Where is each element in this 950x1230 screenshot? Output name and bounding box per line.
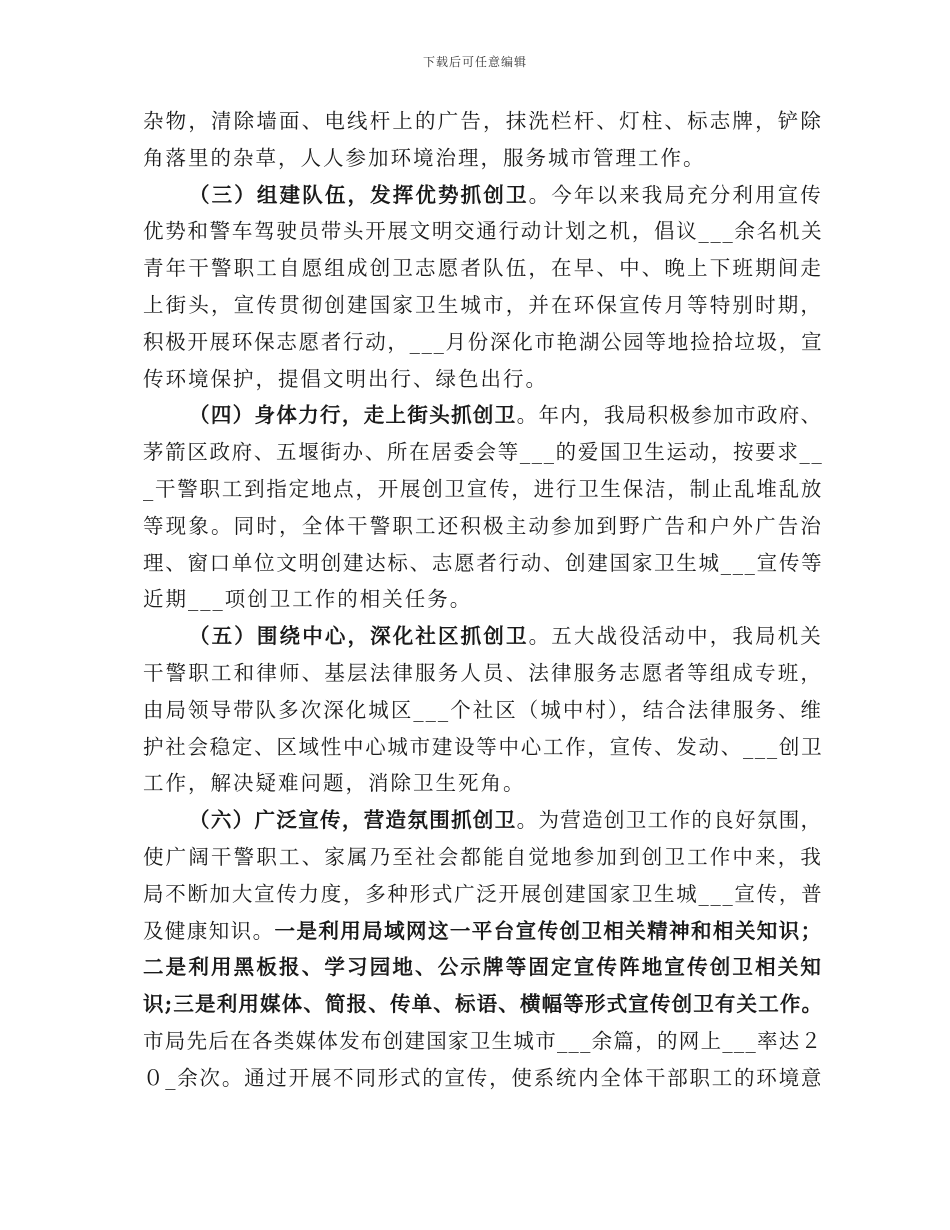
text-run: 角落里的杂草，人人参加环境治理，服务城市管理工作。 xyxy=(143,145,706,170)
text-run: 工作，解决疑难问题，消除卫生死角。 xyxy=(143,771,526,796)
text-run: 。年内，我局积极参加市政府、 xyxy=(516,403,823,428)
text-line xyxy=(143,1023,823,1060)
bold-text-run: 一是利用局域网这一平台宣传创卫相关精神和相关知识； xyxy=(274,918,823,943)
text-line xyxy=(143,802,823,839)
text-line xyxy=(143,839,823,876)
text-line xyxy=(143,1060,823,1097)
document-body xyxy=(143,103,823,1097)
text-run: 护社会稳定、区域性中心城市建设等中心工作，宣传、发动、___创卫 xyxy=(143,734,824,759)
text-line xyxy=(143,103,823,140)
text-run: 。今年以来我局充分利用宣传 xyxy=(528,182,823,207)
text-run: 茅箭区政府、五堰街办、所在居委会等___的爱国卫生运动，按要求__ xyxy=(143,440,824,465)
text-line xyxy=(143,949,823,986)
bold-text-run: （三）组建队伍，发挥优势抓创卫 xyxy=(189,182,529,207)
bold-text-run: 二是利用黑板报、学习园地、公示牌等固定宣传阵地宣传创卫相关知 xyxy=(143,955,824,980)
bold-text-run: （四）身体力行，走上街头抓创卫 xyxy=(189,403,517,428)
text-run: 杂物，清除墙面、电线杆上的广告，抹洗栏杆、灯柱、标志牌，铲除 xyxy=(143,109,824,133)
text-line xyxy=(143,250,823,287)
text-run: 局不断加大宣传力度，多种形式广泛开展创建国家卫生城___宣传，普 xyxy=(143,881,824,906)
text-run: 由局领导带队多次深化城区___个社区（城中村），结合法律服务、维 xyxy=(143,697,823,722)
text-line xyxy=(143,618,823,655)
text-line xyxy=(143,581,823,618)
text-run: 干警职工和律师、基层法律服务人员、法律服务志愿者等组成专班， xyxy=(143,660,824,685)
text-line xyxy=(143,324,823,361)
text-line xyxy=(143,361,823,398)
text-line xyxy=(143,986,823,1023)
text-run: 。为营造创卫工作的良好氛围， xyxy=(516,808,823,833)
text-line xyxy=(143,876,823,913)
text-run: 市局先后在各类媒体发布创建国家卫生城市___余篇，的网上___率达２ xyxy=(143,1028,823,1053)
text-run: 及健康知识。 xyxy=(143,918,275,943)
text-line xyxy=(143,765,823,802)
text-run: 传环境保护，提倡文明出行、绿色出行。 xyxy=(143,366,548,391)
text-run: 。五大战役活动中，我局机关 xyxy=(528,624,823,649)
bold-text-run: （五）围绕中心，深化社区抓创卫 xyxy=(189,624,529,649)
text-line xyxy=(143,692,823,729)
text-run: 等现象。同时，全体干警职工还积极主动参加到野广告和户外广告治 xyxy=(143,513,824,538)
page-header: 下载后可任意编辑 xyxy=(422,55,527,69)
text-line xyxy=(143,471,823,508)
text-run: ０_余次。通过开展不同形式的宣传，使系统内全体干部职工的环境意 xyxy=(143,1065,824,1090)
bold-text-run: （六）广泛宣传，营造氛围抓创卫 xyxy=(189,808,517,833)
bold-text-run: 识;三是利用媒体、简报、传单、标语、横幅等形式宣传创卫有关工作。 xyxy=(143,992,824,1017)
text-line xyxy=(143,508,823,545)
text-line xyxy=(143,913,823,950)
text-line xyxy=(143,729,823,766)
text-line xyxy=(143,545,823,582)
text-line xyxy=(143,287,823,324)
text-run: 上街头，宣传贯彻创建国家卫生城市，并在环保宣传月等特别时期， xyxy=(143,292,824,317)
text-run: 积极开展环保志愿者行动，___月份深化市艳湖公园等地捡拾垃圾，宣 xyxy=(143,329,824,354)
text-line xyxy=(143,655,823,692)
text-line xyxy=(143,434,823,471)
text-run: 使广阔干警职工、家属乃至社会都能自觉地参加到创卫工作中来，我 xyxy=(143,844,824,869)
text-line xyxy=(143,177,823,214)
text-run: 青年干警职工自愿组成创卫志愿者队伍，在早、中、晚上下班期间走 xyxy=(143,256,824,281)
text-line xyxy=(143,397,823,434)
text-run: 优势和警车驾驶员带头开展文明交通行动计划之机，倡议___余名机关 xyxy=(143,219,824,244)
text-run: 理、窗口单位文明创建达标、志愿者行动、创建国家卫生城___宣传等 xyxy=(143,550,824,575)
text-line xyxy=(143,140,823,177)
text-run: 近期___项创卫工作的相关任务。 xyxy=(143,587,473,612)
text-line xyxy=(143,213,823,250)
text-run: _干警职工到指定地点，开展创卫宣传，进行卫生保洁，制止乱堆乱放 xyxy=(143,476,824,501)
